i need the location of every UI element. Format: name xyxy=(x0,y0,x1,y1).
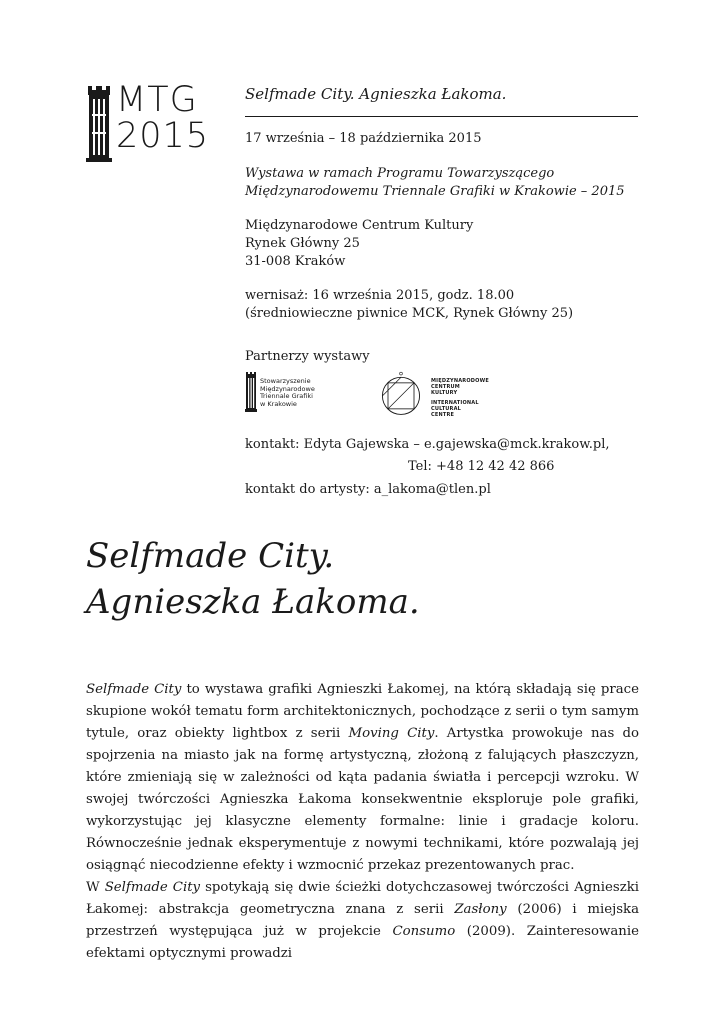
logo-mtg: MTG xyxy=(116,80,198,120)
body-paragraph-2: W Selfmade City spotykają się dwie ścieżki dotychczasowej twórczości Agnieszki Łakomej: abstrakcja geometryczna znana z serii Zasłony (2006) i miejska przestrzeń występująca już w projekcie Consumo (2009). Zainteresowanie efektami optycznymi prowadzi xyxy=(86,880,640,961)
logo-year: 2015 xyxy=(116,116,210,156)
logo-text xyxy=(116,82,209,154)
contact-line: kontakt: Edyta Gajewska – e.gajewska@mck.krakow.pl, xyxy=(245,437,610,452)
program-line-1: Wystawa w ramach Programu Towarzyszącego xyxy=(245,166,555,181)
partner-logos xyxy=(245,366,505,426)
main-title xyxy=(86,533,420,625)
partner-triennale-label: Stowarzyszenie Międzynarodowe Triennale Grafiki w Krakowie xyxy=(260,377,315,408)
exhibition-dates: 17 września – 18 października 2015 xyxy=(245,131,482,146)
opening-info xyxy=(245,287,573,323)
main-title-line-1: Selfmade City. xyxy=(86,536,335,576)
main-title-line-2: Agnieszka Łakoma. xyxy=(86,582,420,622)
partner-mck-label: MIĘDZYNARODOWE CENTRUM KULTURY INTERNATIONAL CULTURAL CENTRE xyxy=(431,378,489,418)
venue-street: Rynek Główny 25 xyxy=(245,236,360,251)
partners-heading: Partnerzy wystawy xyxy=(245,349,370,364)
body-paragraph-1: Selfmade City to wystawa grafiki Agnieszki Łakomej, na którą składają się prace skupione wokół tematu form architektonicznych, pochodzące z serii o tym samym tytule, oraz obiekty lightbox z serii Moving City. Artystka prowokuje nas do spojrzenia na miasto jak na formę artystyczną, złożoną z falujących płaszczyzn, które zmieniają się w zależności od kąta padania światła i percepcji wzroku. W swojej twórczości Agnieszka Łakoma konsekwentnie eksploruje pole grafiki, wykorzystując jej klasyczne elementy formalne: linie i gradacje koloru. Równocześnie jednak eksperymentuje z nowymi technikami, które pozwalają jej osiągnąć niecodzienne efekty i wzmocnić przekaz prezentowanych prac. xyxy=(86,682,640,873)
header-title: Selfmade City. Agnieszka Łakoma. xyxy=(245,85,507,103)
mck-circle-logo-icon xyxy=(375,368,427,420)
venue-address xyxy=(245,217,473,271)
contact-artist: kontakt do artysty: a_lakoma@tlen.pl xyxy=(245,482,491,497)
triennale-tower-icon xyxy=(245,372,257,412)
opening-line-1: wernisaż: 16 września 2015, godz. 18.00 xyxy=(245,288,515,303)
contact-phone: Tel: +48 12 42 42 866 xyxy=(408,459,555,474)
opening-line-2: (średniowieczne piwnice MCK, Rynek Główny 25) xyxy=(245,306,574,321)
program-info xyxy=(245,165,625,201)
program-line-2: Międzynarodowemu Triennale Grafiki w Krakowie – 2015 xyxy=(245,184,625,199)
venue-city: 31-008 Kraków xyxy=(245,254,346,269)
tower-icon xyxy=(86,86,112,162)
venue-name: Międzynarodowe Centrum Kultury xyxy=(245,218,474,233)
mtg-logo xyxy=(86,80,211,166)
header-divider xyxy=(245,116,638,117)
